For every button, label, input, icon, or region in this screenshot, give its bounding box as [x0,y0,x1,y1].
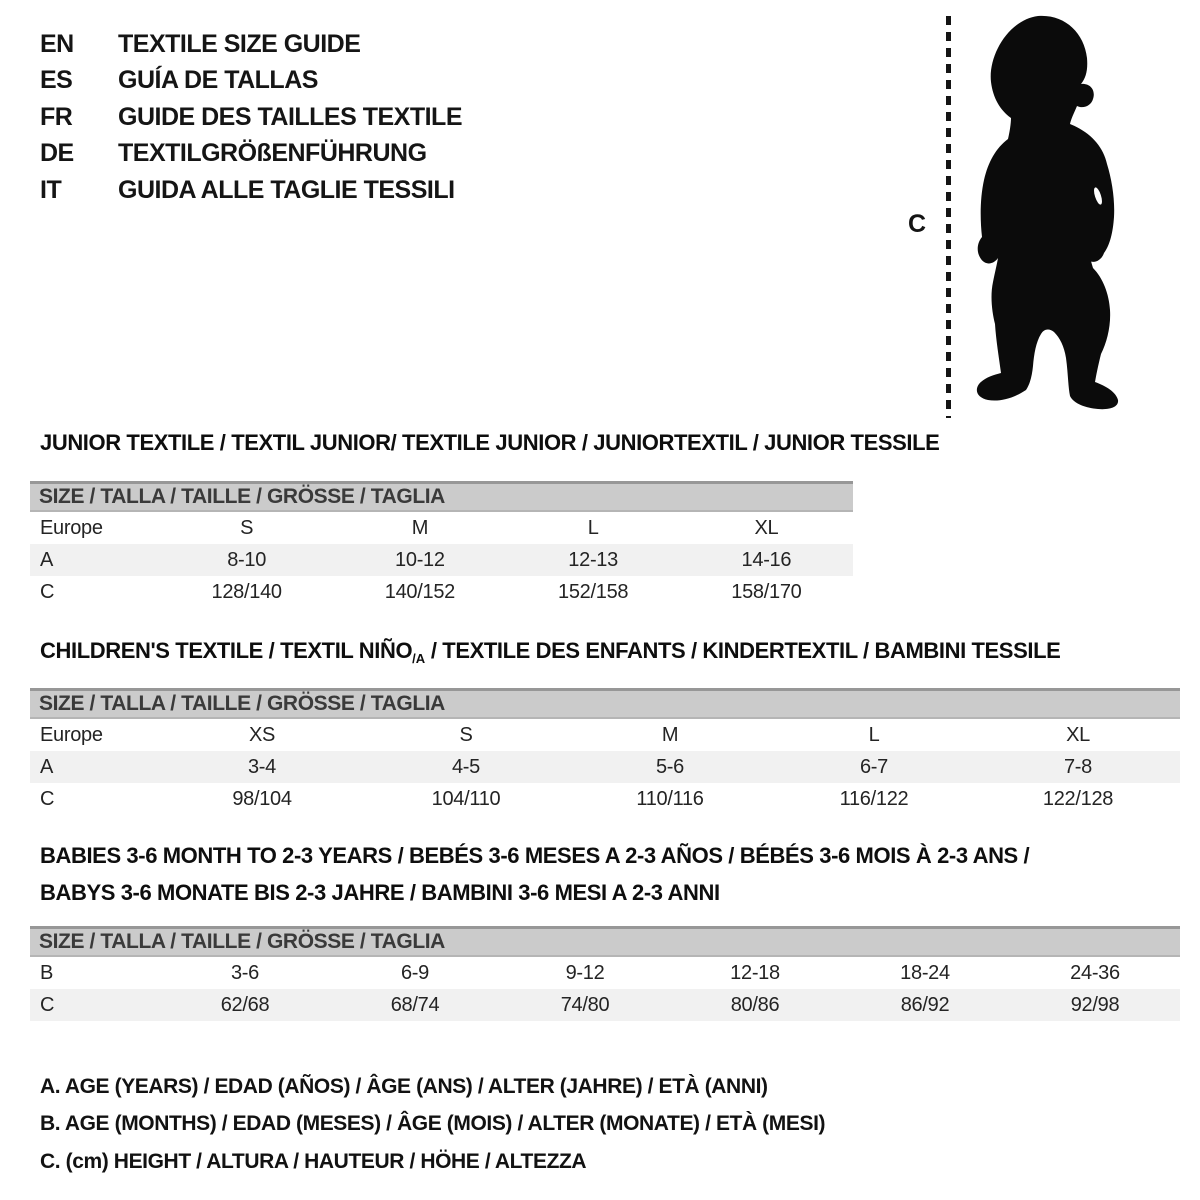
months-cell: 6-9 [400,961,429,984]
age-cell: 14-16 [741,548,792,571]
toddler-silhouette-image [960,10,1140,420]
table-row [30,783,1180,815]
height-cell: 80/86 [730,993,780,1016]
size-cell: XS [248,723,276,746]
children-section-title [40,638,1060,664]
size-cell: S [459,723,473,746]
age-cell: 5-6 [655,755,684,778]
junior-table-size-header: SIZE / TALLA / TAILLE / GRÖSSE / TAGLIA [30,481,853,512]
age-cell: 7-8 [1063,755,1092,778]
height-cell: 122/128 [1042,787,1114,810]
lang-code-it: IT [40,175,62,204]
legend-age-years: A. AGE (YEARS) / EDAD (AÑOS) / ÂGE (ANS) / ALTER (JAHRE) / ETÀ (ANNI) [40,1074,768,1098]
age-cell: 12-13 [568,548,618,571]
table-row [30,719,1180,751]
row-label: Europe [40,723,103,746]
row-label: Europe [40,516,103,539]
lang-code-fr: FR [40,102,73,131]
row-label: C [40,580,55,603]
junior-section-title: JUNIOR TEXTILE / TEXTIL JUNIOR/ TEXTILE JUNIOR / JUNIORTEXTIL / JUNIOR TESSILE [40,430,940,455]
lang-code-en: EN [40,29,74,58]
size-cell: L [868,723,880,746]
size-cell: L [587,516,599,539]
table-row [30,957,1180,989]
size-cell: S [240,516,254,539]
lang-label-es: GUÍA DE TALLAS [118,66,318,95]
height-cell: 86/92 [900,993,950,1016]
table-row [30,989,1180,1021]
legend-block [40,1068,825,1181]
height-cell: 152/158 [558,580,629,603]
row-label: C [40,787,55,810]
height-cell: 140/152 [384,580,455,603]
height-cell: 68/74 [390,993,440,1016]
junior-size-table [30,481,853,608]
children-table-size-header: SIZE / TALLA / TAILLE / GRÖSSE / TAGLIA [30,688,1180,719]
height-cell: 110/116 [636,787,704,810]
children-title-part1: CHILDREN'S TEXTILE / TEXTIL NIÑO [40,638,413,663]
lang-label-en: TEXTILE SIZE GUIDE [118,29,361,58]
size-cell: XL [1066,723,1090,746]
table-row [30,576,853,608]
age-cell: 6-7 [859,755,888,778]
height-cell: 104/110 [431,787,501,810]
height-measure-label: C [908,210,927,238]
babies-section-title-line1: BABIES 3-6 MONTH TO 2-3 YEARS / BEBÉS 3-6 MESES A 2-3 AÑOS / BÉBÉS 3-6 MOIS À 2-3 ANS / [40,843,1030,868]
age-cell: 3-4 [247,755,276,778]
months-cell: 12-18 [730,961,780,984]
table-row [30,512,853,544]
measurement-figure [0,0,1200,440]
babies-section-title-line2: BABYS 3-6 MONATE BIS 2-3 JAHRE / BAMBINI 3-6 MESI A 2-3 ANNI [40,880,720,905]
months-cell: 18-24 [900,961,950,984]
height-cell: 116/122 [839,787,909,810]
age-cell: 10-12 [395,548,445,571]
row-label: A [40,548,54,571]
table-row [30,544,853,576]
height-cell: 128/140 [211,580,282,603]
age-cell: 4-5 [451,755,480,778]
months-cell: 24-36 [1070,961,1120,984]
height-cell: 158/170 [731,580,802,603]
lang-label-it: GUIDA ALLE TAGLIE TESSILI [118,175,455,204]
children-title-subscript: /A [412,651,426,666]
babies-table-size-header: SIZE / TALLA / TAILLE / GRÖSSE / TAGLIA [30,926,1180,957]
row-label: B [40,961,54,984]
children-size-table [30,688,1180,815]
months-cell: 9-12 [565,961,605,984]
age-cell: 8-10 [227,548,267,571]
height-cell: 92/98 [1070,993,1120,1016]
lang-label-de: TEXTILGRÖßENFÜHRUNG [118,139,427,168]
babies-size-table [30,926,1180,1021]
lang-label-fr: GUIDE DES TAILLES TEXTILE [118,102,463,131]
size-cell: XL [754,516,779,539]
size-cell: M [411,516,429,539]
lang-code-de: DE [40,139,74,168]
months-cell: 3-6 [230,961,259,984]
table-row [30,751,1180,783]
row-label: A [40,755,54,778]
row-label: C [40,993,55,1016]
height-cell: 74/80 [560,993,610,1016]
lang-code-es: ES [40,66,73,95]
legend-height-cm: C. (cm) HEIGHT / ALTURA / HAUTEUR / HÖHE / ALTEZZA [40,1149,587,1173]
legend-age-months: B. AGE (MONTHS) / EDAD (MESES) / ÂGE (MOIS) / ALTER (MONATE) / ETÀ (MESI) [40,1112,826,1136]
size-cell: M [661,723,679,746]
height-dashed-line [946,16,951,418]
height-cell: 98/104 [232,787,292,810]
children-title-part2: / TEXTILE DES ENFANTS / KINDERTEXTIL / BAMBINI TESSILE [425,638,1061,663]
height-cell: 62/68 [220,993,270,1016]
